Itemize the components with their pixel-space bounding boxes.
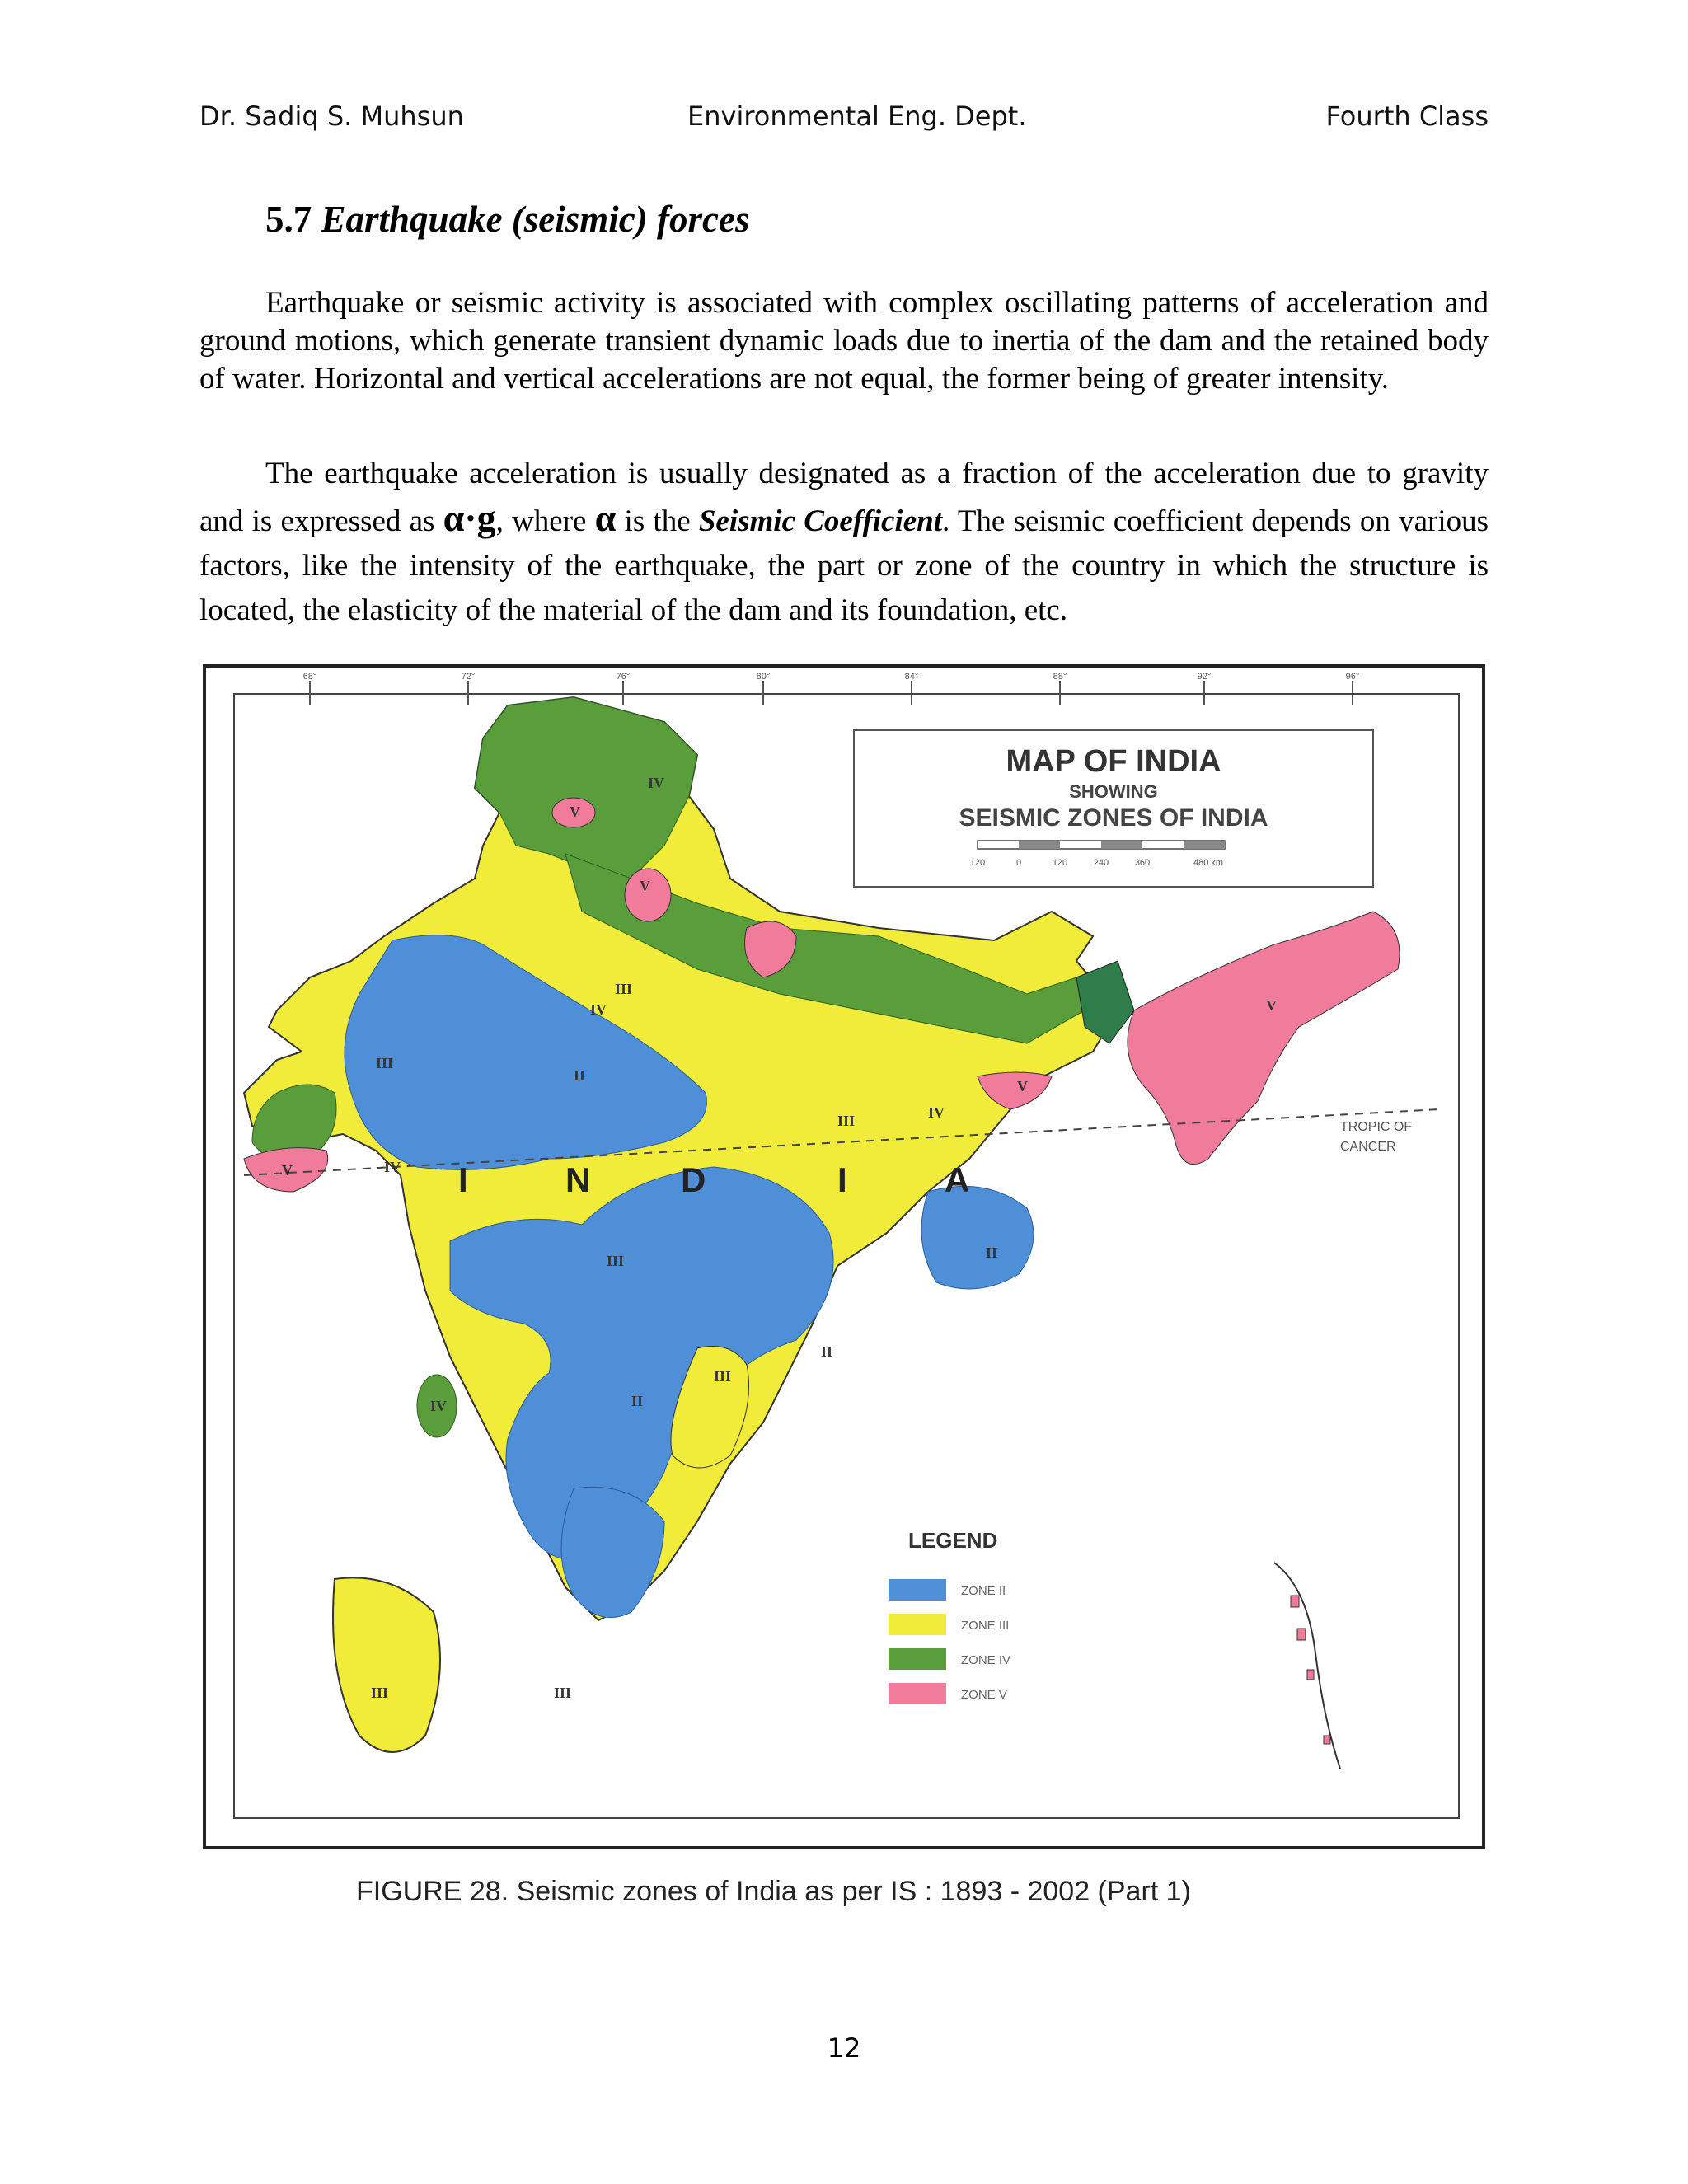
country-letter: N (565, 1160, 591, 1199)
legend-swatch (889, 1683, 946, 1704)
paragraph-2 (199, 452, 1489, 633)
zone-numeral-label: V (570, 804, 580, 820)
zone-numeral-label: V (282, 1162, 293, 1179)
legend-swatch (889, 1579, 946, 1601)
p2-text-2: , where (495, 504, 595, 538)
scale-bar (978, 841, 1225, 849)
zone-numeral-label: II (986, 1244, 998, 1261)
zone-numeral-label: III (837, 1113, 856, 1129)
zone-numeral-label: V (640, 878, 650, 894)
zone-numeral-label: II (574, 1067, 586, 1084)
zone-numeral-label: IV (928, 1104, 945, 1121)
tick-label: 76° (616, 672, 631, 682)
figure-caption: FIGURE 28. Seismic zones of India as per IS : 1893 - 2002 (Part 1) (356, 1876, 1191, 1907)
header-class: Fourth Class (1325, 101, 1489, 132)
seismic-map-svg (203, 664, 1485, 1849)
scale-label: 480 km (1193, 858, 1224, 868)
p2-text-3: is the (616, 504, 699, 538)
p2-text-4: . The seismic coefficient depends on various factors, like the intensity of the earthquake, the part or zone of the country in which the structure is located, the elasticity of the material of the dam and its foundation, etc. (199, 504, 1489, 627)
tick-label: 80° (756, 672, 771, 682)
alpha-symbol: α (594, 497, 617, 539)
legend-label: ZONE III (961, 1619, 1010, 1633)
zone-numeral-label: III (714, 1368, 732, 1385)
zone-numeral-label: II (821, 1343, 833, 1360)
section-title: Earthquake (seismic) forces (321, 199, 750, 240)
scale-label: 240 (1093, 858, 1109, 868)
tick-label: 72° (461, 672, 476, 682)
zone-numeral-label: III (607, 1253, 625, 1269)
header-department: Environmental Eng. Dept. (687, 101, 1027, 132)
formula-alpha-g: α·g (443, 497, 496, 539)
legend-swatch (889, 1614, 946, 1635)
zone-numeral-label: V (1266, 997, 1277, 1014)
map-title: MAP OF INDIA (1006, 744, 1221, 779)
zone-numeral-label: III (371, 1685, 389, 1701)
zone-numeral-label: III (554, 1685, 572, 1701)
page-number: 12 (827, 2032, 861, 2064)
zone-numeral-label: IV (430, 1398, 448, 1414)
tick-label: 84° (904, 672, 919, 682)
tick-label: 92° (1197, 672, 1212, 682)
header-author: Dr. Sadiq S. Muhsun (199, 101, 464, 132)
scale-label: 120 (969, 858, 986, 868)
legend-label: ZONE II (961, 1584, 1006, 1598)
map-showing: SHOWING (1069, 781, 1158, 802)
scale-label: 360 (1134, 858, 1151, 868)
zone-numeral-label: III (615, 981, 633, 997)
country-letter: I (837, 1160, 847, 1199)
legend-label: ZONE V (961, 1688, 1007, 1702)
zone-ii-east (921, 1186, 1034, 1289)
section-heading (265, 198, 749, 241)
legend-swatch (889, 1648, 946, 1670)
p2-text-1: The earthquake acceleration is usually designated as a fraction of the acceleration due to gravity and is expressed as (199, 457, 1489, 538)
legend-label: ZONE IV (961, 1653, 1011, 1667)
zone-numeral-label: V (1017, 1078, 1028, 1094)
zone-numeral-label: IV (590, 1001, 607, 1018)
legend-title: LEGEND (908, 1528, 998, 1553)
paragraph-1: Earthquake or seismic activity is associated with complex oscillating patterns of acceleration and ground motions, which generate transient dynamic loads due to inertia of the dam and the retained body of water. Horizontal and vertical accelerations are not equal, the former being of greater intensity. (199, 286, 1489, 396)
country-letter: I (458, 1160, 468, 1199)
scale-label: 120 (1052, 858, 1068, 868)
scale-label: 0 (1015, 858, 1022, 868)
section-number: 5.7 (265, 199, 312, 240)
tropic-label-2: CANCER (1340, 1140, 1396, 1154)
tick-label: 68° (302, 672, 317, 682)
country-letter: D (681, 1160, 706, 1199)
zone-numeral-label: III (376, 1055, 394, 1071)
country-letter: A (945, 1160, 970, 1199)
zone-numeral-label: IV (648, 775, 665, 791)
zone-numeral-label: II (631, 1393, 644, 1409)
map-subtitle: SEISMIC ZONES OF INDIA (959, 804, 1268, 832)
tick-label: 88° (1053, 672, 1067, 682)
tropic-label-1: TROPIC OF (1340, 1120, 1413, 1134)
tick-label: 96° (1345, 672, 1360, 682)
zone-v-himachal (625, 869, 671, 921)
seismic-map-figure (203, 664, 1485, 1849)
seismic-coefficient-term: Seismic Coefficient (698, 504, 943, 538)
zone-numeral-label: IV (384, 1159, 401, 1175)
